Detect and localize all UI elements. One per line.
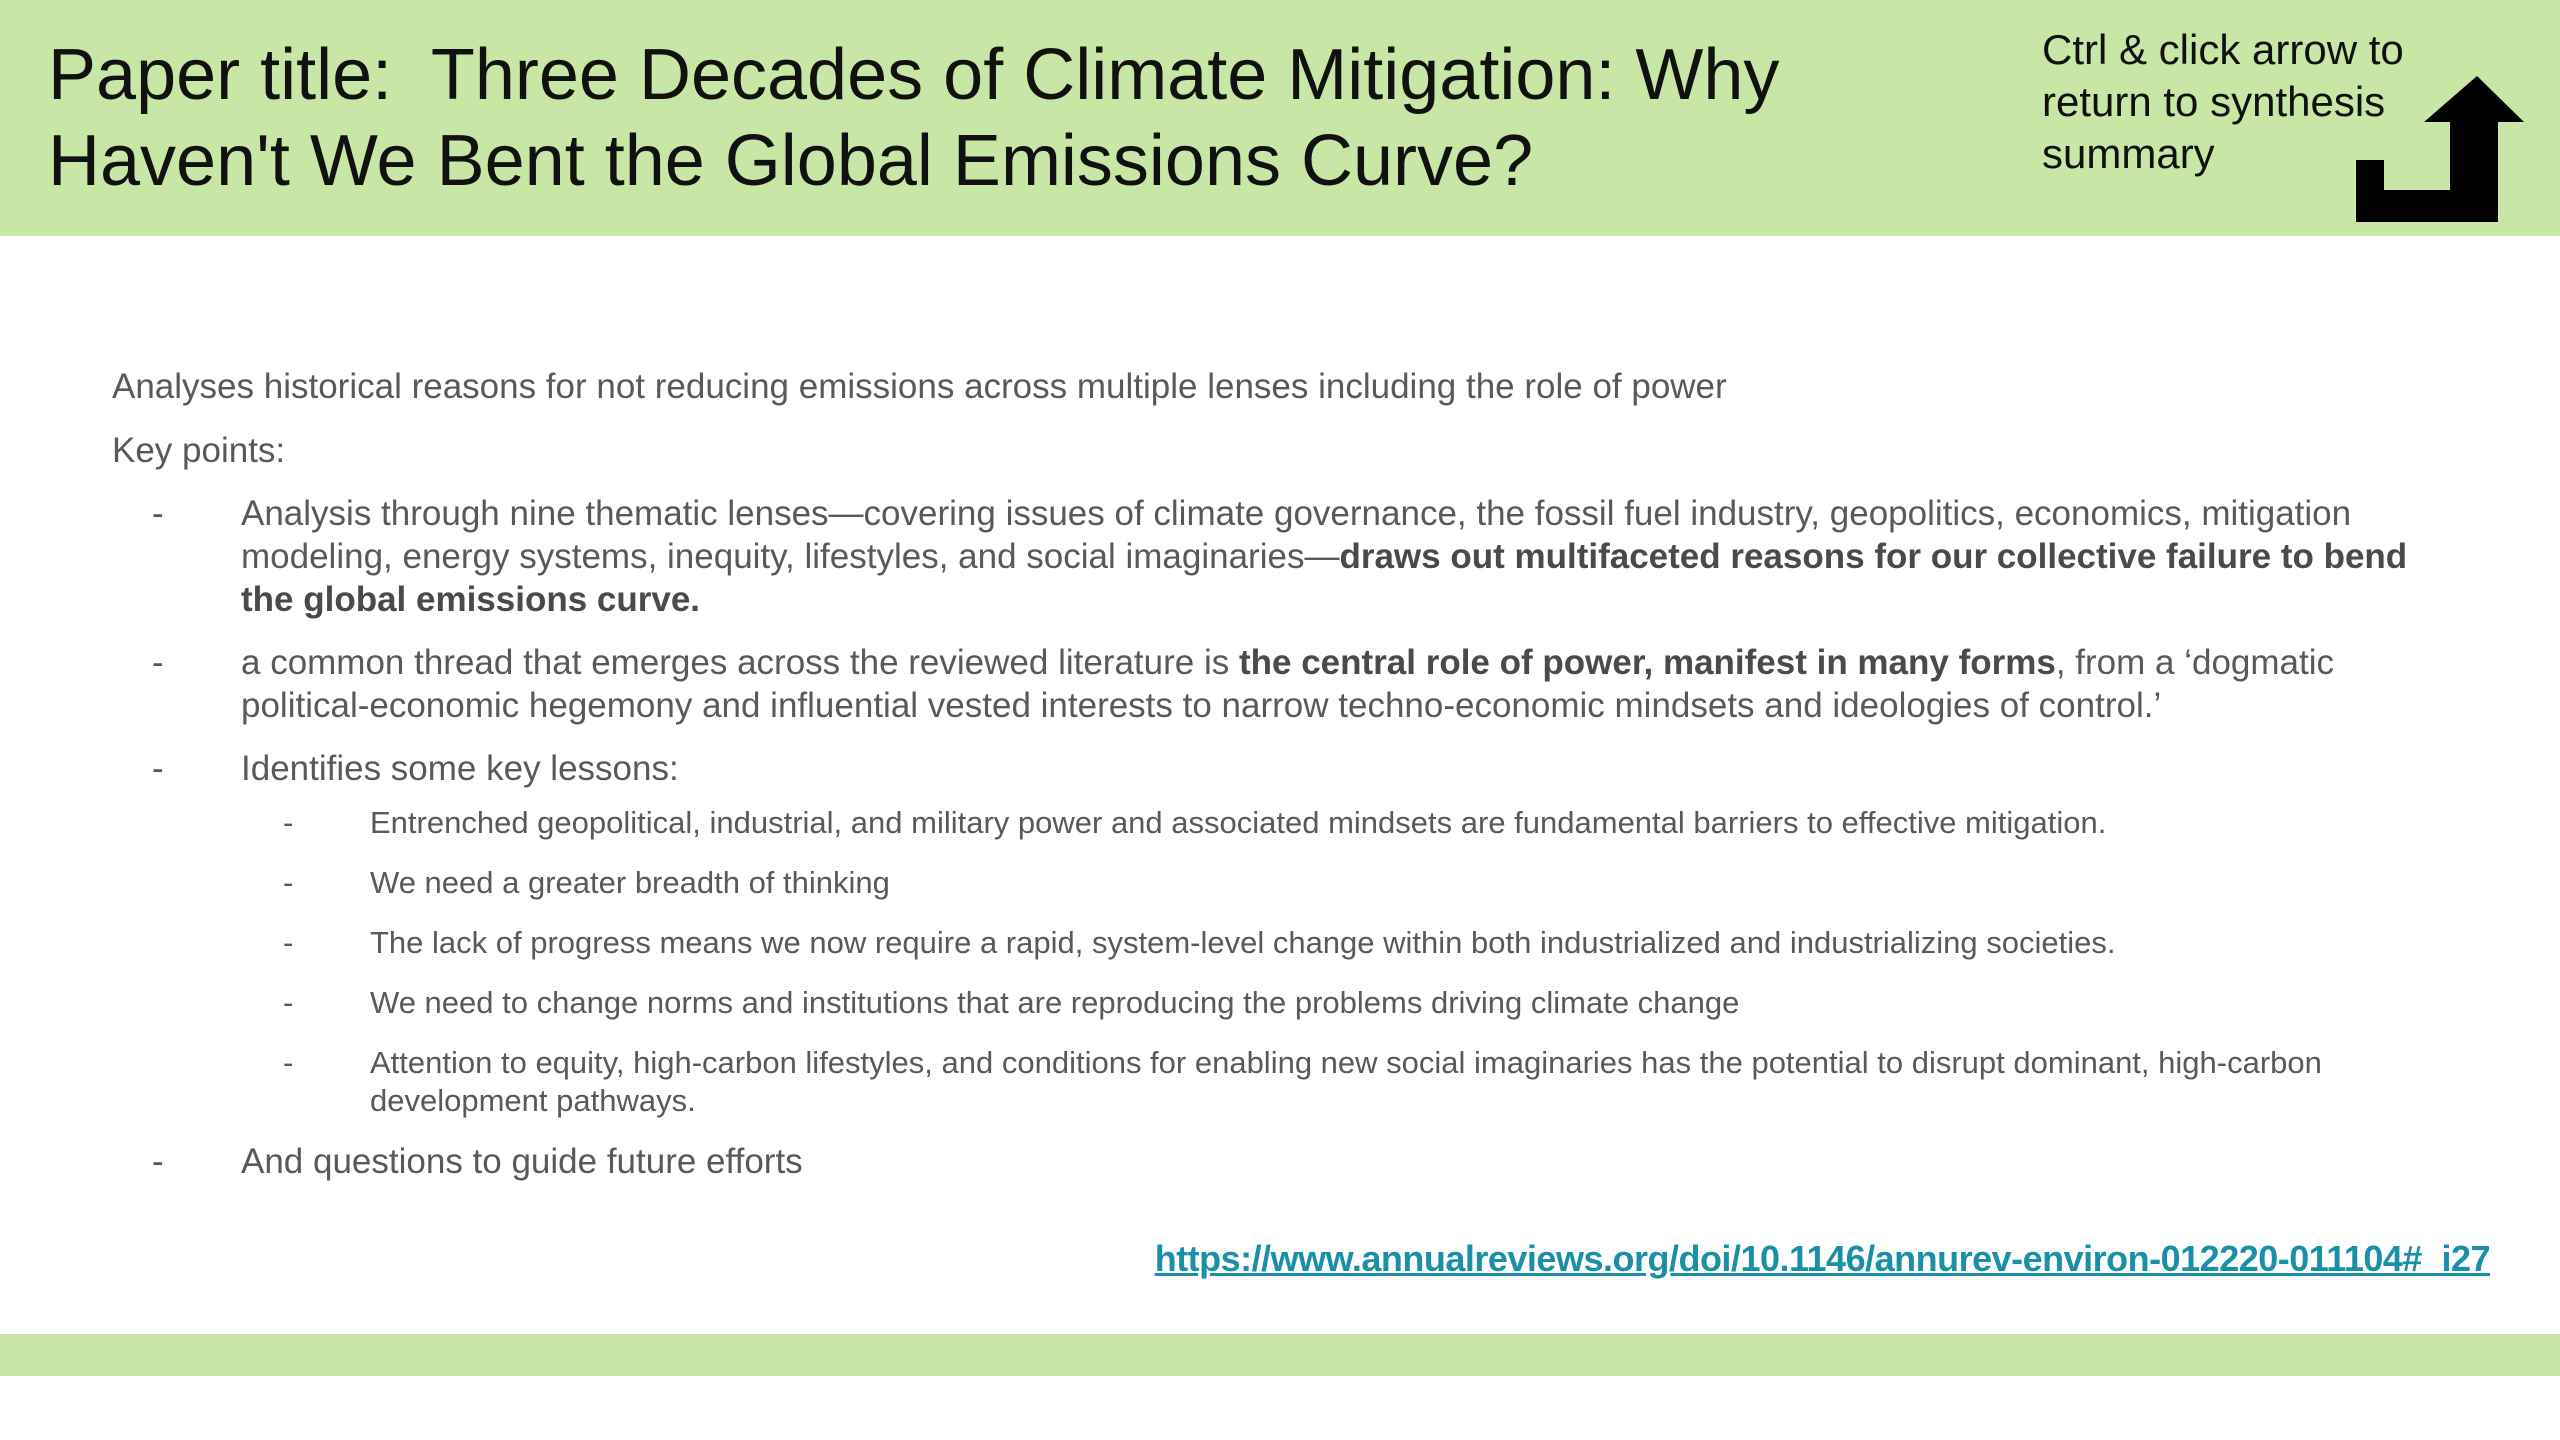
key-points-list <box>112 492 2452 1183</box>
point-emphasis: draws out multifaceted reasons for our collective failure to bend the global emissions curve. <box>241 537 2408 619</box>
lesson-text: Entrenched geopolitical, industrial, and military power and associated mindsets are fundamental barriers to effective mitigation. <box>370 805 2107 840</box>
point-text: Identifies some key lessons: <box>241 749 679 788</box>
bullet-dash: - <box>283 805 294 840</box>
point-text: a common thread that emerges across the reviewed literature is <box>241 643 1239 682</box>
summary-text: Analyses historical reasons for not reducing emissions across multiple lenses including the role of power <box>112 367 1727 406</box>
point-text: Analysis through nine thematic lenses—covering issues of climate governance, the fossil fuel industry, geopolitics, economics, mitigation modeling, energy systems, inequity, lifestyles, and social imaginaries— <box>241 494 2352 576</box>
lesson-item <box>241 864 2452 902</box>
key-points-label: Key points: <box>112 431 286 470</box>
page-title: Paper title: Three Decades of Climate Mitigation: Why Haven't We Bent the Global Emissions Curve? <box>48 35 1800 201</box>
lesson-text: The lack of progress means we now require a rapid, system-level change within both industrialized and industrializing societies. <box>370 925 2116 960</box>
source-link[interactable]: https://www.annualreviews.org/doi/10.1146/annurev-environ-012220-011104#_i27 <box>1154 1238 2490 1279</box>
lesson-item <box>241 984 2452 1022</box>
bullet-dash: - <box>283 925 294 960</box>
bullet-dash: - <box>152 494 164 533</box>
list-item <box>112 492 2452 621</box>
return-arrow-icon[interactable] <box>2356 76 2524 222</box>
list-item <box>112 1140 2452 1183</box>
lesson-item <box>241 924 2452 962</box>
lessons-list <box>241 804 2452 1120</box>
lesson-item <box>241 1044 2452 1120</box>
lesson-item <box>241 804 2452 842</box>
list-item <box>112 641 2452 727</box>
navigation-hint: Ctrl & click arrow to return to synthesis summary <box>2042 26 2404 177</box>
list-item <box>112 747 2452 1120</box>
lesson-text: We need to change norms and institutions that are reproducing the problems driving climate change <box>370 985 1740 1020</box>
point-text: , from a ‘dogmatic political-economic hegemony and influential vested interests to narrow techno-economic mindsets and ideologies of control.’ <box>241 643 2334 725</box>
bullet-dash: - <box>152 1142 164 1181</box>
bullet-dash: - <box>283 1045 294 1080</box>
bullet-dash: - <box>152 643 164 682</box>
bullet-dash: - <box>283 985 294 1020</box>
point-emphasis: the central role of power, manifest in many forms <box>1238 643 2056 682</box>
bullet-dash: - <box>283 865 294 900</box>
bullet-dash: - <box>152 749 164 788</box>
lesson-text: We need a greater breadth of thinking <box>370 865 890 900</box>
lesson-text: Attention to equity, high-carbon lifestyles, and conditions for enabling new social imaginaries has the potential to disrupt dominant, high-carbon development pathways. <box>370 1045 2322 1118</box>
slide-body <box>112 366 2452 1183</box>
point-text: And questions to guide future efforts <box>241 1142 803 1181</box>
footer-band <box>0 1334 2560 1376</box>
